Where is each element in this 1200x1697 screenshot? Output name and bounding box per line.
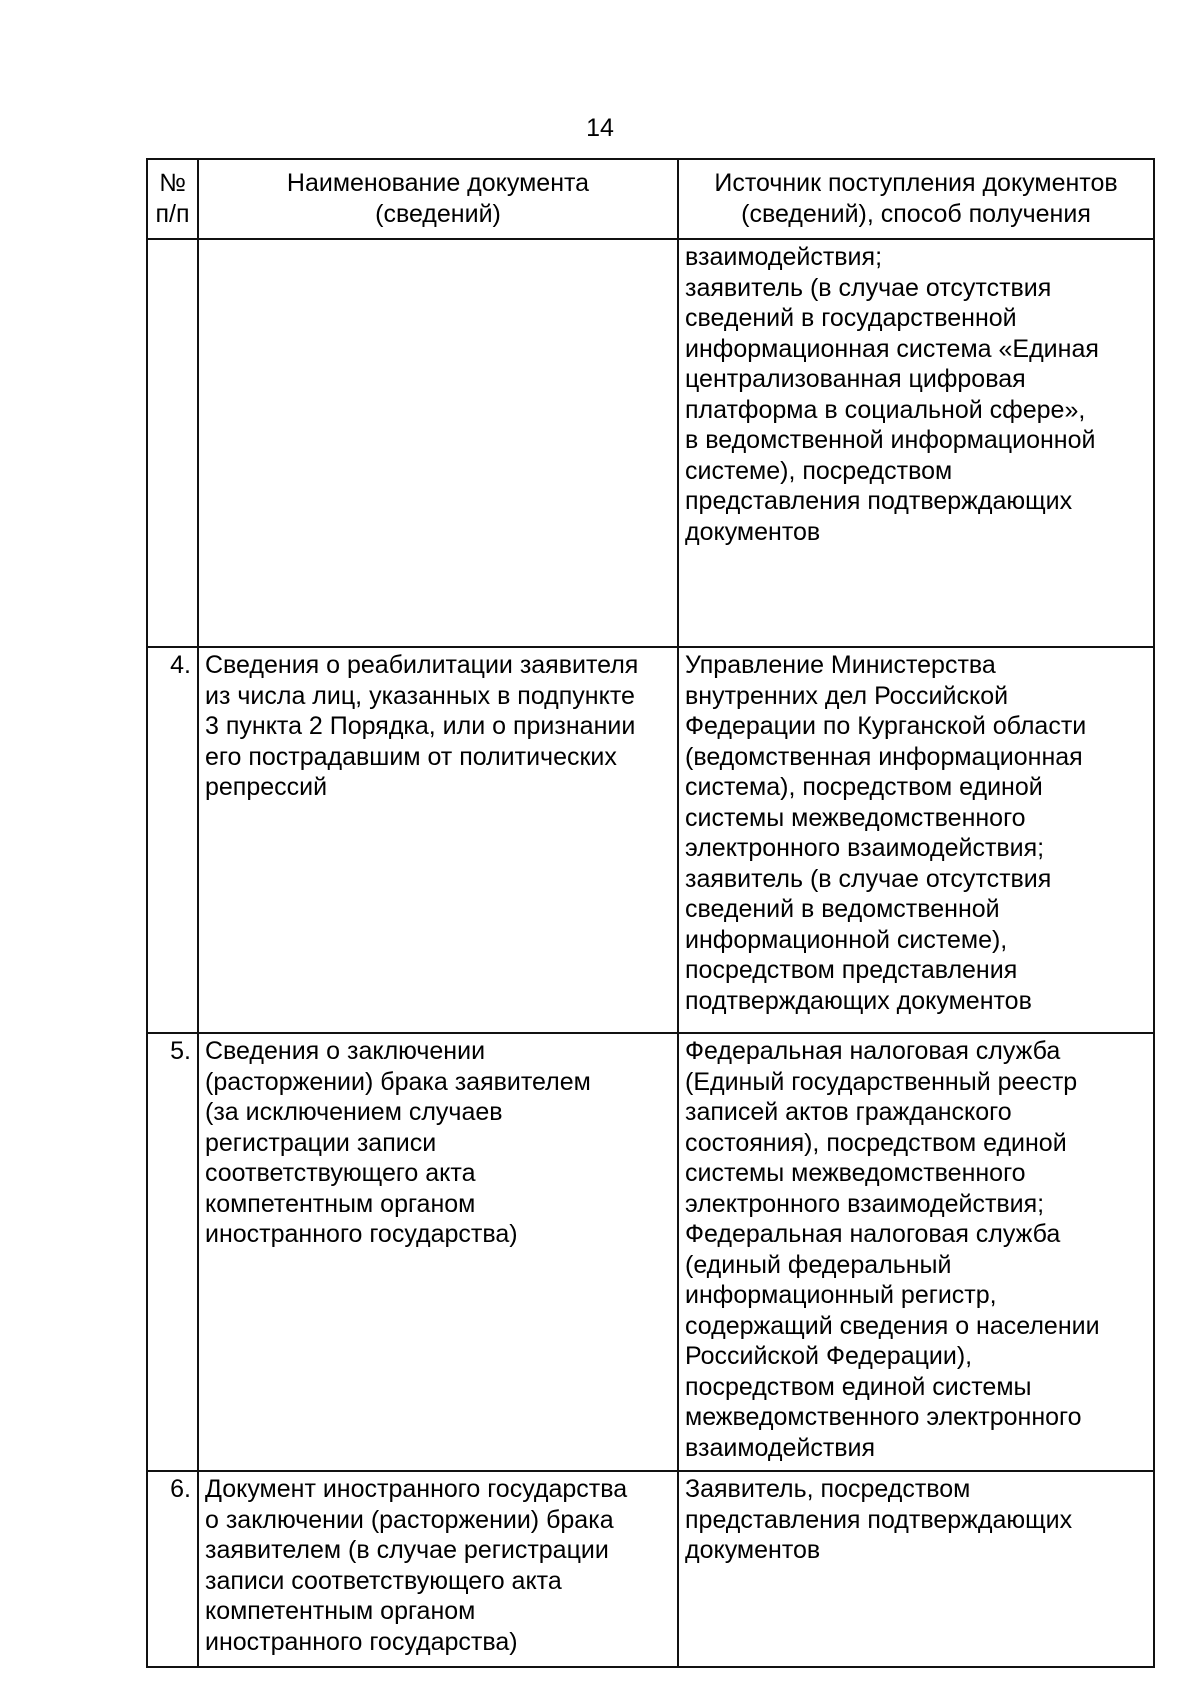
row-source: взаимодействия; заявитель (в случае отсутствия сведений в государственной информационная система «Единая централизованная цифровая платформа в социальной сфере», в ведомственной информационной системе), посредством представления подтверждающих документов	[678, 239, 1154, 647]
header-document-name: Наименование документа (сведений)	[198, 159, 678, 239]
row-source: Заявитель, посредством представления подтверждающих документов	[678, 1471, 1154, 1667]
table-row	[147, 647, 1154, 1033]
row-number: 5.	[147, 1033, 198, 1471]
row-number: 6.	[147, 1471, 198, 1667]
header-number: № п/п	[147, 159, 198, 239]
row-document-name: Документ иностранного государства о заключении (расторжении) брака заявителем (в случае регистрации записи соответствующего акта компетентным органом иностранного государства)	[198, 1471, 678, 1667]
row-document-name: Сведения о заключении (расторжении) брака заявителем (за исключением случаев регистрации записи соответствующего акта компетентным органом иностранного государства)	[198, 1033, 678, 1471]
documents-table	[146, 158, 1155, 1668]
header-source: Источник поступления документов (сведений), способ получения	[678, 159, 1154, 239]
row-number	[147, 239, 198, 647]
table-header-row	[147, 159, 1154, 239]
row-document-name	[198, 239, 678, 647]
row-source: Управление Министерства внутренних дел Российской Федерации по Курганской области (ведомственная информационная система), посредством единой системы межведомственного электронного взаимодействия; заявитель (в случае отсутствия сведений в ведомственной информационной системе), посредством представления подтверждающих документов	[678, 647, 1154, 1033]
table-row	[147, 1033, 1154, 1471]
table-row	[147, 239, 1154, 647]
row-source: Федеральная налоговая служба (Единый государственный реестр записей актов гражданского состояния), посредством единой системы межведомственного электронного взаимодействия; Федеральная налоговая служба (единый федеральный информационный регистр, содержащий сведения о населении Российской Федерации), посредством единой системы межведомственного электронного взаимодействия	[678, 1033, 1154, 1471]
row-number: 4.	[147, 647, 198, 1033]
page-number: 14	[586, 114, 614, 142]
row-document-name: Сведения о реабилитации заявителя из числа лиц, указанных в подпункте 3 пункта 2 Порядка, или о признании его пострадавшим от политических репрессий	[198, 647, 678, 1033]
table-row	[147, 1471, 1154, 1667]
